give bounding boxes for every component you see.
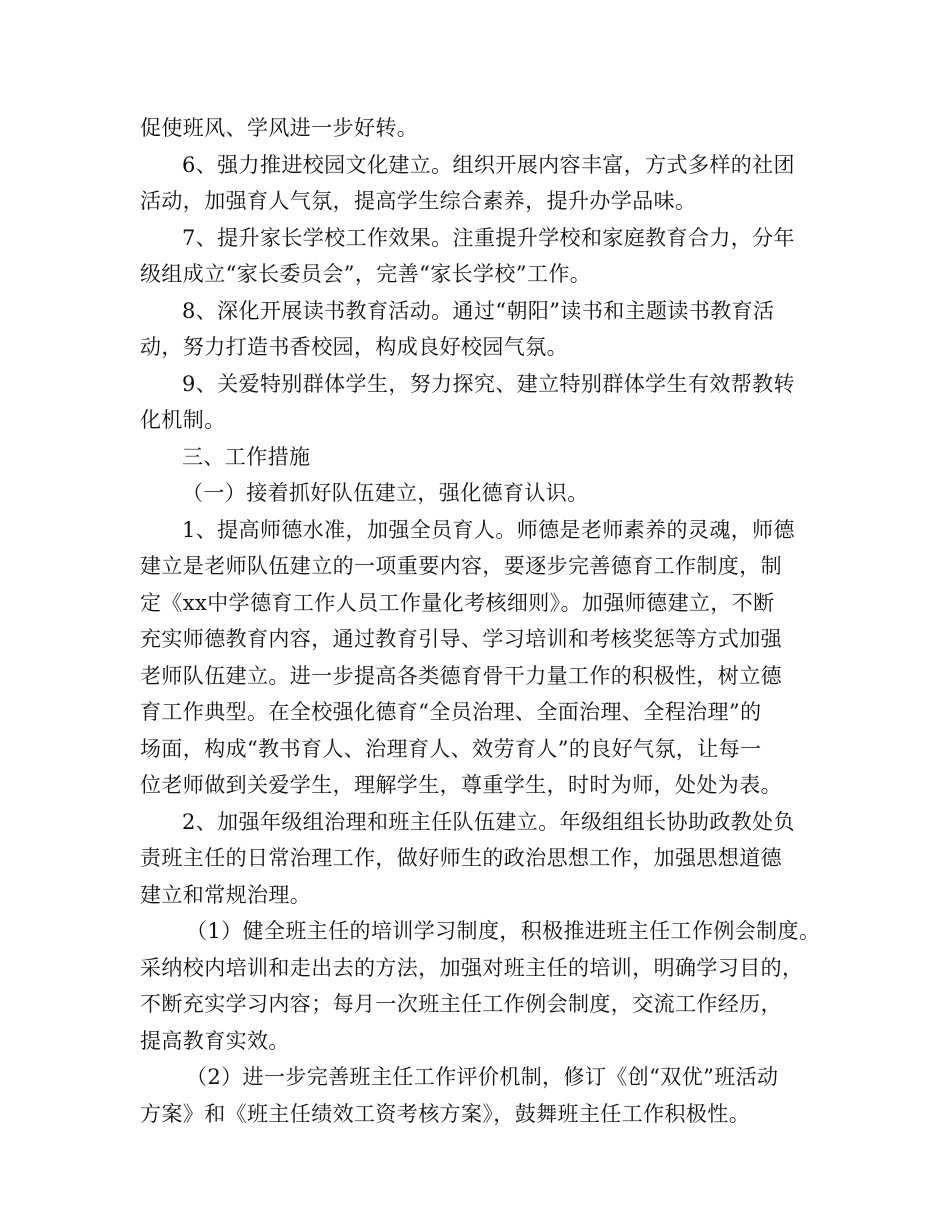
text-line: 方案》和《班主任绩效工资考核方案》，鼓舞班主任工作积极性。 [140,1101,751,1126]
text-line: 1、提高师德水准，加强全员育人。师德是老师素养的灵魂，师德 [182,517,795,542]
text-line: 场面，构成“教书育人、治理育人、效劳育人”的良好气氛，让每一 [140,736,762,761]
text-line: 采纳校内培训和走出去的方法，加强对班主任的培训，明确学习目的， [140,955,804,980]
text-line: 促使班风、学风进一步好转。 [140,116,419,140]
text-line: 9、关爱特别群体学生，努力探究、建立特别群体学生有效帮教转 [182,371,795,396]
text-line: 7、提升家长学校工作效果。注重提升学校和家庭教育合力，分年 [182,225,795,250]
text-line: 2、加强年级组治理和班主任队伍建立。年级组组长协助政教处负 [182,809,795,834]
section-heading: 三、工作措施 [182,444,311,469]
text-line: 位老师做到关爱学生，理解学生，尊重学生，时时为师，处处为表。 [140,773,782,797]
text-line: 动，努力打造书香校园，构成良好校园气氛。 [140,335,568,359]
text-line: 6、强力推进校园文化建立。组织开展内容丰富，方式多样的社团 [182,152,795,177]
text-line: 级组成立“家长委员会”，完善“家长学校”工作。 [140,262,592,286]
text-line: 活动，加强育人气氛，提高学生综合素养，提升办学品味。 [140,189,697,213]
text-line: 充实师德教育内容，通过教育引导、学习培训和考核奖惩等方式加强 [140,627,782,651]
text-line: 化机制。 [140,408,226,432]
text-line: 不断充实学习内容；每月一次班主任工作例会制度，交流工作经历， [140,992,782,1016]
text-line: 建立是老师队伍建立的一项重要内容，要逐步完善德育工作制度，制 [140,554,782,578]
text-line: 责班主任的日常治理工作，做好师生的政治思想工作，加强思想道德 [140,846,782,870]
text-line: 定《xx中学德育工作人员工作量化考核细则》。加强师德建立，不断 [140,590,775,615]
text-line: （1）健全班主任的培训学习制度，积极推进班主任工作例会制度。 [186,919,821,943]
document-body [140,110,820,1132]
text-line: 老师队伍建立。进一步提高各类德育骨干力量工作的积极性，树立德 [140,663,782,688]
text-line: 育工作典型。在全校强化德育“全员治理、全面治理、全程治理”的 [140,700,762,724]
text-line: 8、深化开展读书教育活动。通过“朝阳”读书和主题读书教育活 [182,298,775,323]
text-line: 提高教育实效。 [140,1028,290,1053]
text-line: 建立和常规治理。 [140,882,312,907]
subsection-heading: （一）接着抓好队伍建立，强化德育认识。 [182,481,589,505]
text-line: （2）进一步完善班主任工作评价机制，修订《创“双优”班活动 [186,1065,779,1089]
